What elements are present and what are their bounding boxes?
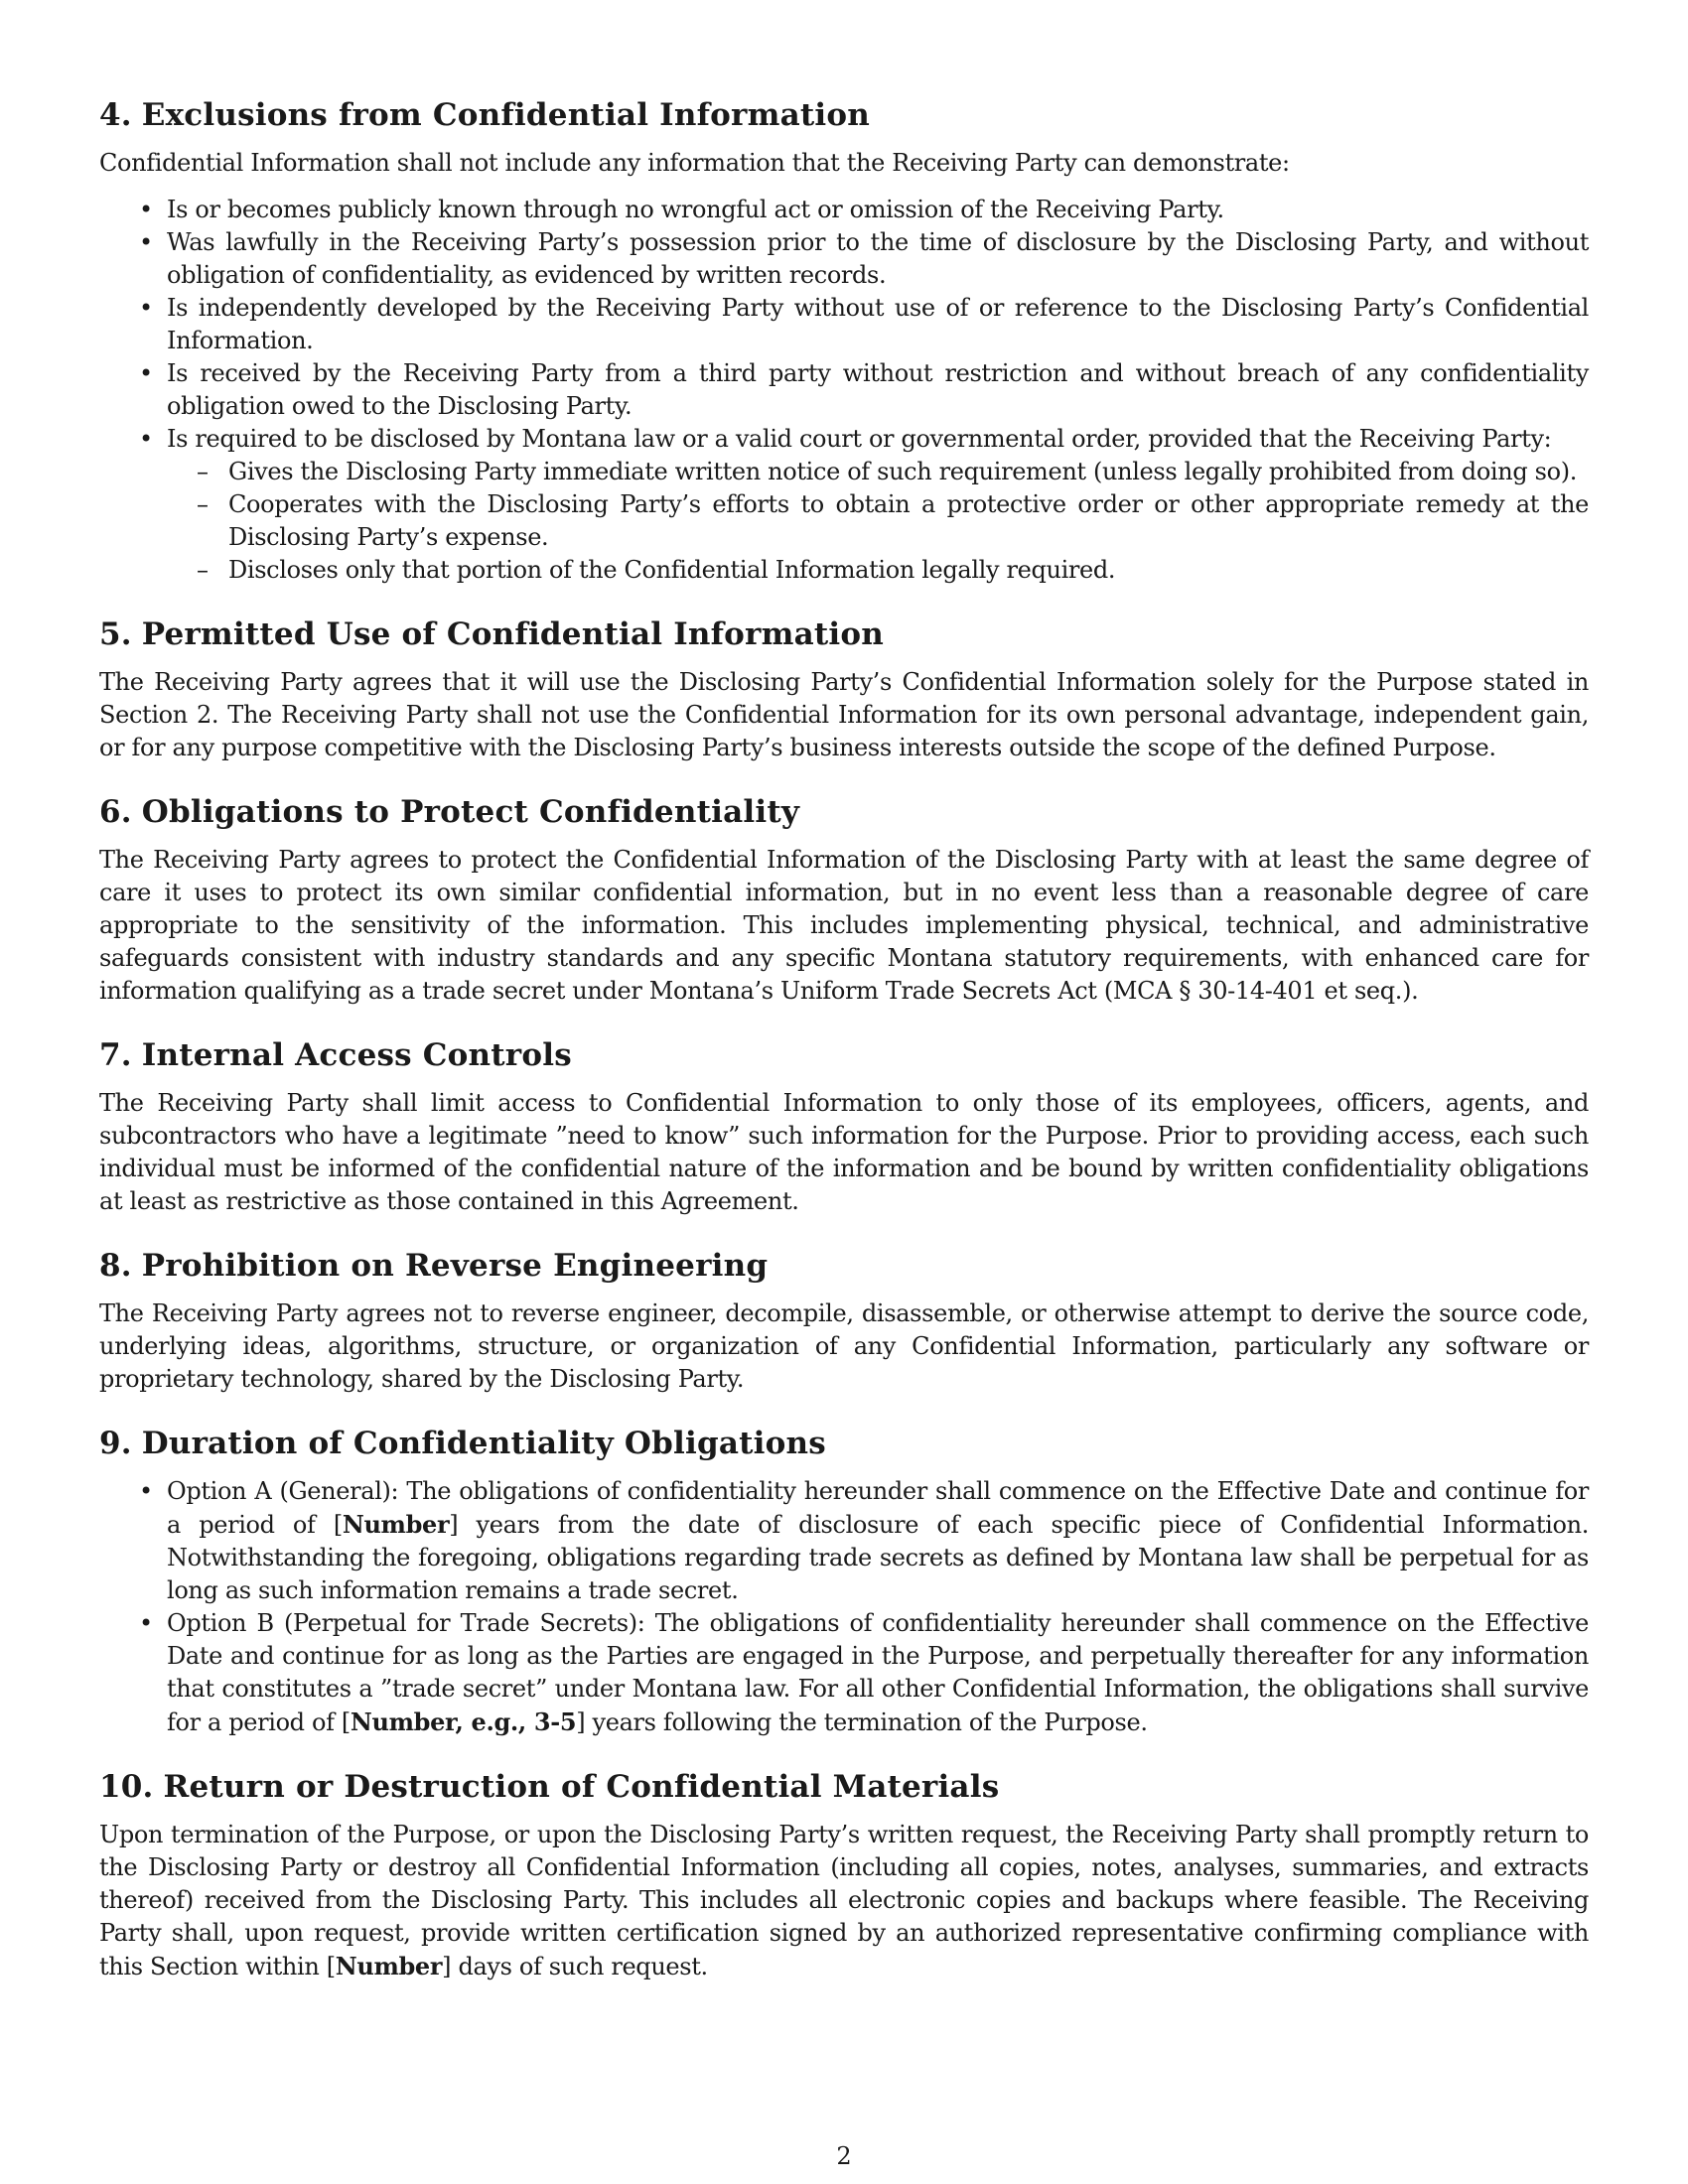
section-heading: 9. Duration of Confidentiality Obligations — [99, 1426, 826, 1461]
section-body: The Receiving Party shall limit access to Confidential Information to only those of its employees, officers, agents, and subcontractors who have a legitimate ”need to know” such information for the Purpose. Prior to providing access, each such individual must be informed of the confidential nature of the information and be bound by written confidentiality obligations at least as restrictive as those contained in this Agreement. — [99, 1089, 1589, 1215]
option-b: • Option B (Perpetual for Trade Secrets): The obligations of confidentiality hereunder shall commence on the Effective Date and continue for as long as the Parties are engaged in the Purpose, and perpetually thereafter for any information that constitutes a ”trade secret” under Montana law. For all other Confidential Information, the obligations shall survive for a period of [Number, e.g., 3-5] years following the termination of the Purpose. — [99, 1607, 1589, 1739]
section-9 — [99, 1424, 1589, 1739]
section-heading: 5. Permitted Use of Confidential Information — [99, 616, 884, 652]
section-heading: 8. Prohibition on Reverse Engineering — [99, 1248, 769, 1284]
page-number: 2 — [836, 2142, 852, 2170]
option-a: • Option A (General): The obligations of confidentiality hereunder shall commence on the Effective Date and continue for a period of [Number] years from the date of disclosure of each specific piece of Confidential Information. Notwithstanding the foregoing, obligations regarding trade secrets as defined by Montana law shall be perpetual for as long as such information remains a trade secret. — [99, 1475, 1589, 1607]
section-intro: Confidential Information shall not include any information that the Receiving Party can demonstrate: — [99, 149, 1290, 177]
exclusions-list — [99, 194, 1589, 587]
sublist-item: – Gives the Disclosing Party immediate written notice of such requirement (unless legally prohibited from doing so). — [167, 456, 1589, 488]
section-4 — [99, 95, 1589, 587]
document-page — [99, 95, 1589, 2011]
sublist-item: – Cooperates with the Disclosing Party’s efforts to obtain a protective order or other appropriate remedy at the Disclosing Party’s expense. — [167, 488, 1589, 554]
list-item: • Was lawfully in the Receiving Party’s possession prior to the time of disclosure by the Disclosing Party, and without obligation of confidentiality, as evidenced by written records. — [99, 226, 1589, 292]
section-heading: 6. Obligations to Protect Confidentiality — [99, 794, 800, 830]
sublist-item: – Discloses only that portion of the Confidential Information legally required. — [167, 554, 1589, 587]
list-item: • Is independently developed by the Receiving Party without use of or reference to the Disclosing Party’s Confidential Information. — [99, 292, 1589, 357]
section-10 — [99, 1767, 1589, 1983]
section-7 — [99, 1035, 1589, 1218]
section-5 — [99, 614, 1589, 764]
sublist — [167, 456, 1589, 587]
list-item: • Is or becomes publicly known through no wrongful act or omission of the Receiving Party. — [99, 194, 1589, 226]
duration-options-list — [99, 1475, 1589, 1739]
section-body: The Receiving Party agrees that it will use the Disclosing Party’s Confidential Information solely for the Purpose stated in Section 2. The Receiving Party shall not use the Confidential Information for its own personal advantage, independent gain, or for any purpose competitive with the Disclosing Party’s business interests outside the scope of the defined Purpose. — [99, 668, 1589, 761]
section-heading: 10. Return or Destruction of Confidential Materials — [99, 1769, 1000, 1805]
section-body: Upon termination of the Purpose, or upon the Disclosing Party’s written request, the Receiving Party shall promptly return to the Disclosing Party or destroy all Confidential Information (including all copies, notes, analyses, summaries, and extracts thereof) received from the Disclosing Party. This includes all electronic copies and backups where feasible. The Receiving Party shall, upon request, provide written certification signed by an authorized representative confirming compliance with this Section within [Number] days of such request. — [99, 1821, 1589, 1980]
section-body: The Receiving Party agrees to protect the Confidential Information of the Disclosing Party with at least the same degree of care it uses to protect its own similar confidential information, but in no event less than a reasonable degree of care appropriate to the sensitivity of the information. This includes implementing physical, technical, and administrative safeguards consistent with industry standards and any specific Montana statutory requirements, with enhanced care for information qualifying as a trade secret under Montana’s Uniform Trade Secrets Act (MCA § 30-14-401 et seq.). — [99, 846, 1589, 1005]
section-8 — [99, 1246, 1589, 1396]
section-heading: 7. Internal Access Controls — [99, 1037, 572, 1073]
section-body: The Receiving Party agrees not to reverse engineer, decompile, disassemble, or otherwise attempt to derive the source code, underlying ideas, algorithms, structure, or organization of any Confidential Information, particularly any software or proprietary technology, shared by the Disclosing Party. — [99, 1299, 1589, 1393]
list-item: • Is received by the Receiving Party from a third party without restriction and without breach of any confidentiality obligation owed to the Disclosing Party. — [99, 357, 1589, 423]
list-item: • Is required to be disclosed by Montana law or a valid court or governmental order, provided that the Receiving Party: – Gives the Disclosing Party immediate written notice of such requirement (unless legally prohibited from doing so). – Cooperates with the Disclosing Party’s efforts to obtain a protective order or other appropriate remedy at the Disclosing Party’s expense. – Discloses only that portion of the Confidential Information legally required. — [99, 423, 1589, 587]
section-heading: 4. Exclusions from Confidential Information — [99, 97, 870, 133]
section-6 — [99, 792, 1589, 1008]
